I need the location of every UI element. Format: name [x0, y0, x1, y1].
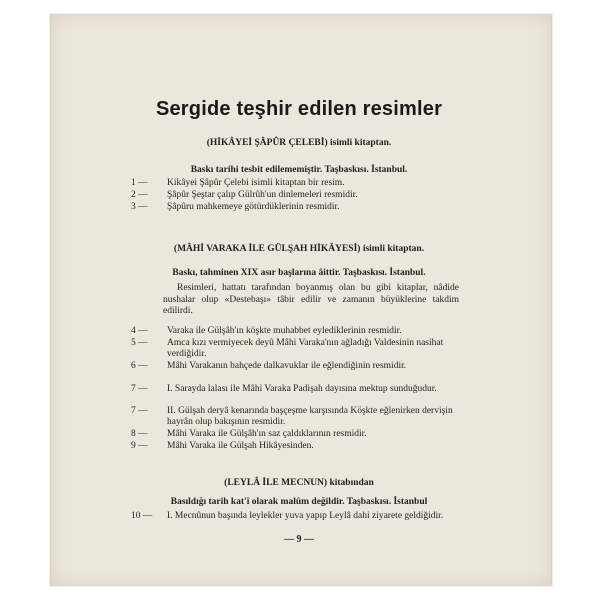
item-text: Kikâyei Şâpûr Çelebi isimli kitaptan bir resim.: [167, 178, 345, 188]
item-number: 9 —: [131, 441, 148, 451]
section-2-note: Baskı, tahminen XIX asır başlarına âittir. Taşbaskısı. İstanbul.: [172, 268, 426, 278]
list-item: [131, 202, 471, 213]
list-item: [131, 406, 471, 428]
item-text: Mâhi Varaka ile Gülşâh'ın saz çaldıklarının resmidir.: [167, 429, 367, 439]
item-text: Varaka ile Gülşâh'ın köşkte muhabbet eylediklerinin resmidir.: [167, 326, 402, 336]
item-number: 7 —: [131, 406, 148, 416]
item-text: I. Sarayda lalası ile Mâhi Varaka Padişah dayısına mektup sunduğudur.: [167, 384, 437, 394]
item-number: 3 —: [131, 202, 148, 212]
section-1-heading: [109, 138, 489, 148]
item-number: 5 —: [131, 338, 148, 348]
section-1-tail: isimli kitaptan.: [330, 138, 392, 148]
section-2-paragraph: Resimleri, hattatı tarafından boyanmış olan bu gibi kitaplar, nâdide nushalar olup «Destebaşı» tâbir edilir ve zamanın büyüklerine takdim edilirdi.: [163, 283, 459, 316]
list-item: [131, 190, 471, 201]
item-number: 10 —: [131, 511, 153, 521]
list-item: [131, 338, 471, 360]
section-3-tail: kitabından: [329, 478, 374, 488]
section-3-note: Basıldığı tarih kat'î olarak malûm değildir. Taşbaskısı. İstanbul: [170, 497, 428, 507]
item-number: 8 —: [131, 429, 148, 439]
item-number: 4 —: [131, 326, 148, 336]
item-text: II. Gülşah deryâ kenarında başçeşme karşısında Köşkte eğlenirken dervişin hayrân olup bakışının resmidir.: [167, 406, 453, 427]
list-item: [131, 511, 471, 522]
item-text: I. Mecnûnun başında leylekler yuva yapıp Leylâ dahi ziyarete geldiğidir.: [167, 511, 444, 521]
list-item: [131, 384, 471, 395]
item-text: Mâhi Varaka ile Gülşah Hikâyesinden.: [167, 441, 314, 451]
list-item: [131, 441, 471, 452]
item-number: 2 —: [131, 190, 148, 200]
section-3-source: (LEYLÂ İLE MECNUN): [224, 478, 328, 488]
book-page: [50, 14, 552, 586]
section-1-source: (HİKÂYEİ ŞÂPÛR ÇELEBİ): [206, 138, 328, 148]
item-text: Şâpûr Şeştar çalıp Gülrûh'un dinlemeleri resmidir.: [167, 190, 358, 200]
page-title: Sergide teşhir edilen resimler: [155, 98, 443, 120]
list-item: [131, 429, 471, 440]
item-number: 7 —: [131, 384, 148, 394]
page-number: — 9 —: [284, 534, 314, 545]
section-1-note: Baskı tarihi tesbit edilememiştir. Taşbaskısı. İstanbul.: [190, 165, 408, 175]
list-item: [131, 178, 471, 189]
section-2-source: (MÂHİ VARAKA İLE GÜLŞAH HİKÂYESİ): [173, 244, 361, 254]
item-text: Şâpûru mahkemeye götürdüklerinin resmidir.: [167, 202, 340, 212]
list-item: [131, 361, 471, 372]
item-number: 1 —: [131, 178, 148, 188]
list-item: [131, 326, 471, 337]
section-3-heading: [109, 478, 489, 488]
item-text: Amca kızı vermiyecek deyû Mâhi Varaka'nın ağladığı Valdesinin nasihat verdiğidir.: [167, 338, 444, 359]
section-2-tail: isimli kitaptan.: [362, 244, 425, 254]
section-2-heading: [109, 244, 489, 254]
item-number: 6 —: [131, 361, 148, 371]
item-text: Mâhi Varakanın bahçede dalkavuklar ile eğlendiğinin resmidir.: [167, 361, 407, 371]
